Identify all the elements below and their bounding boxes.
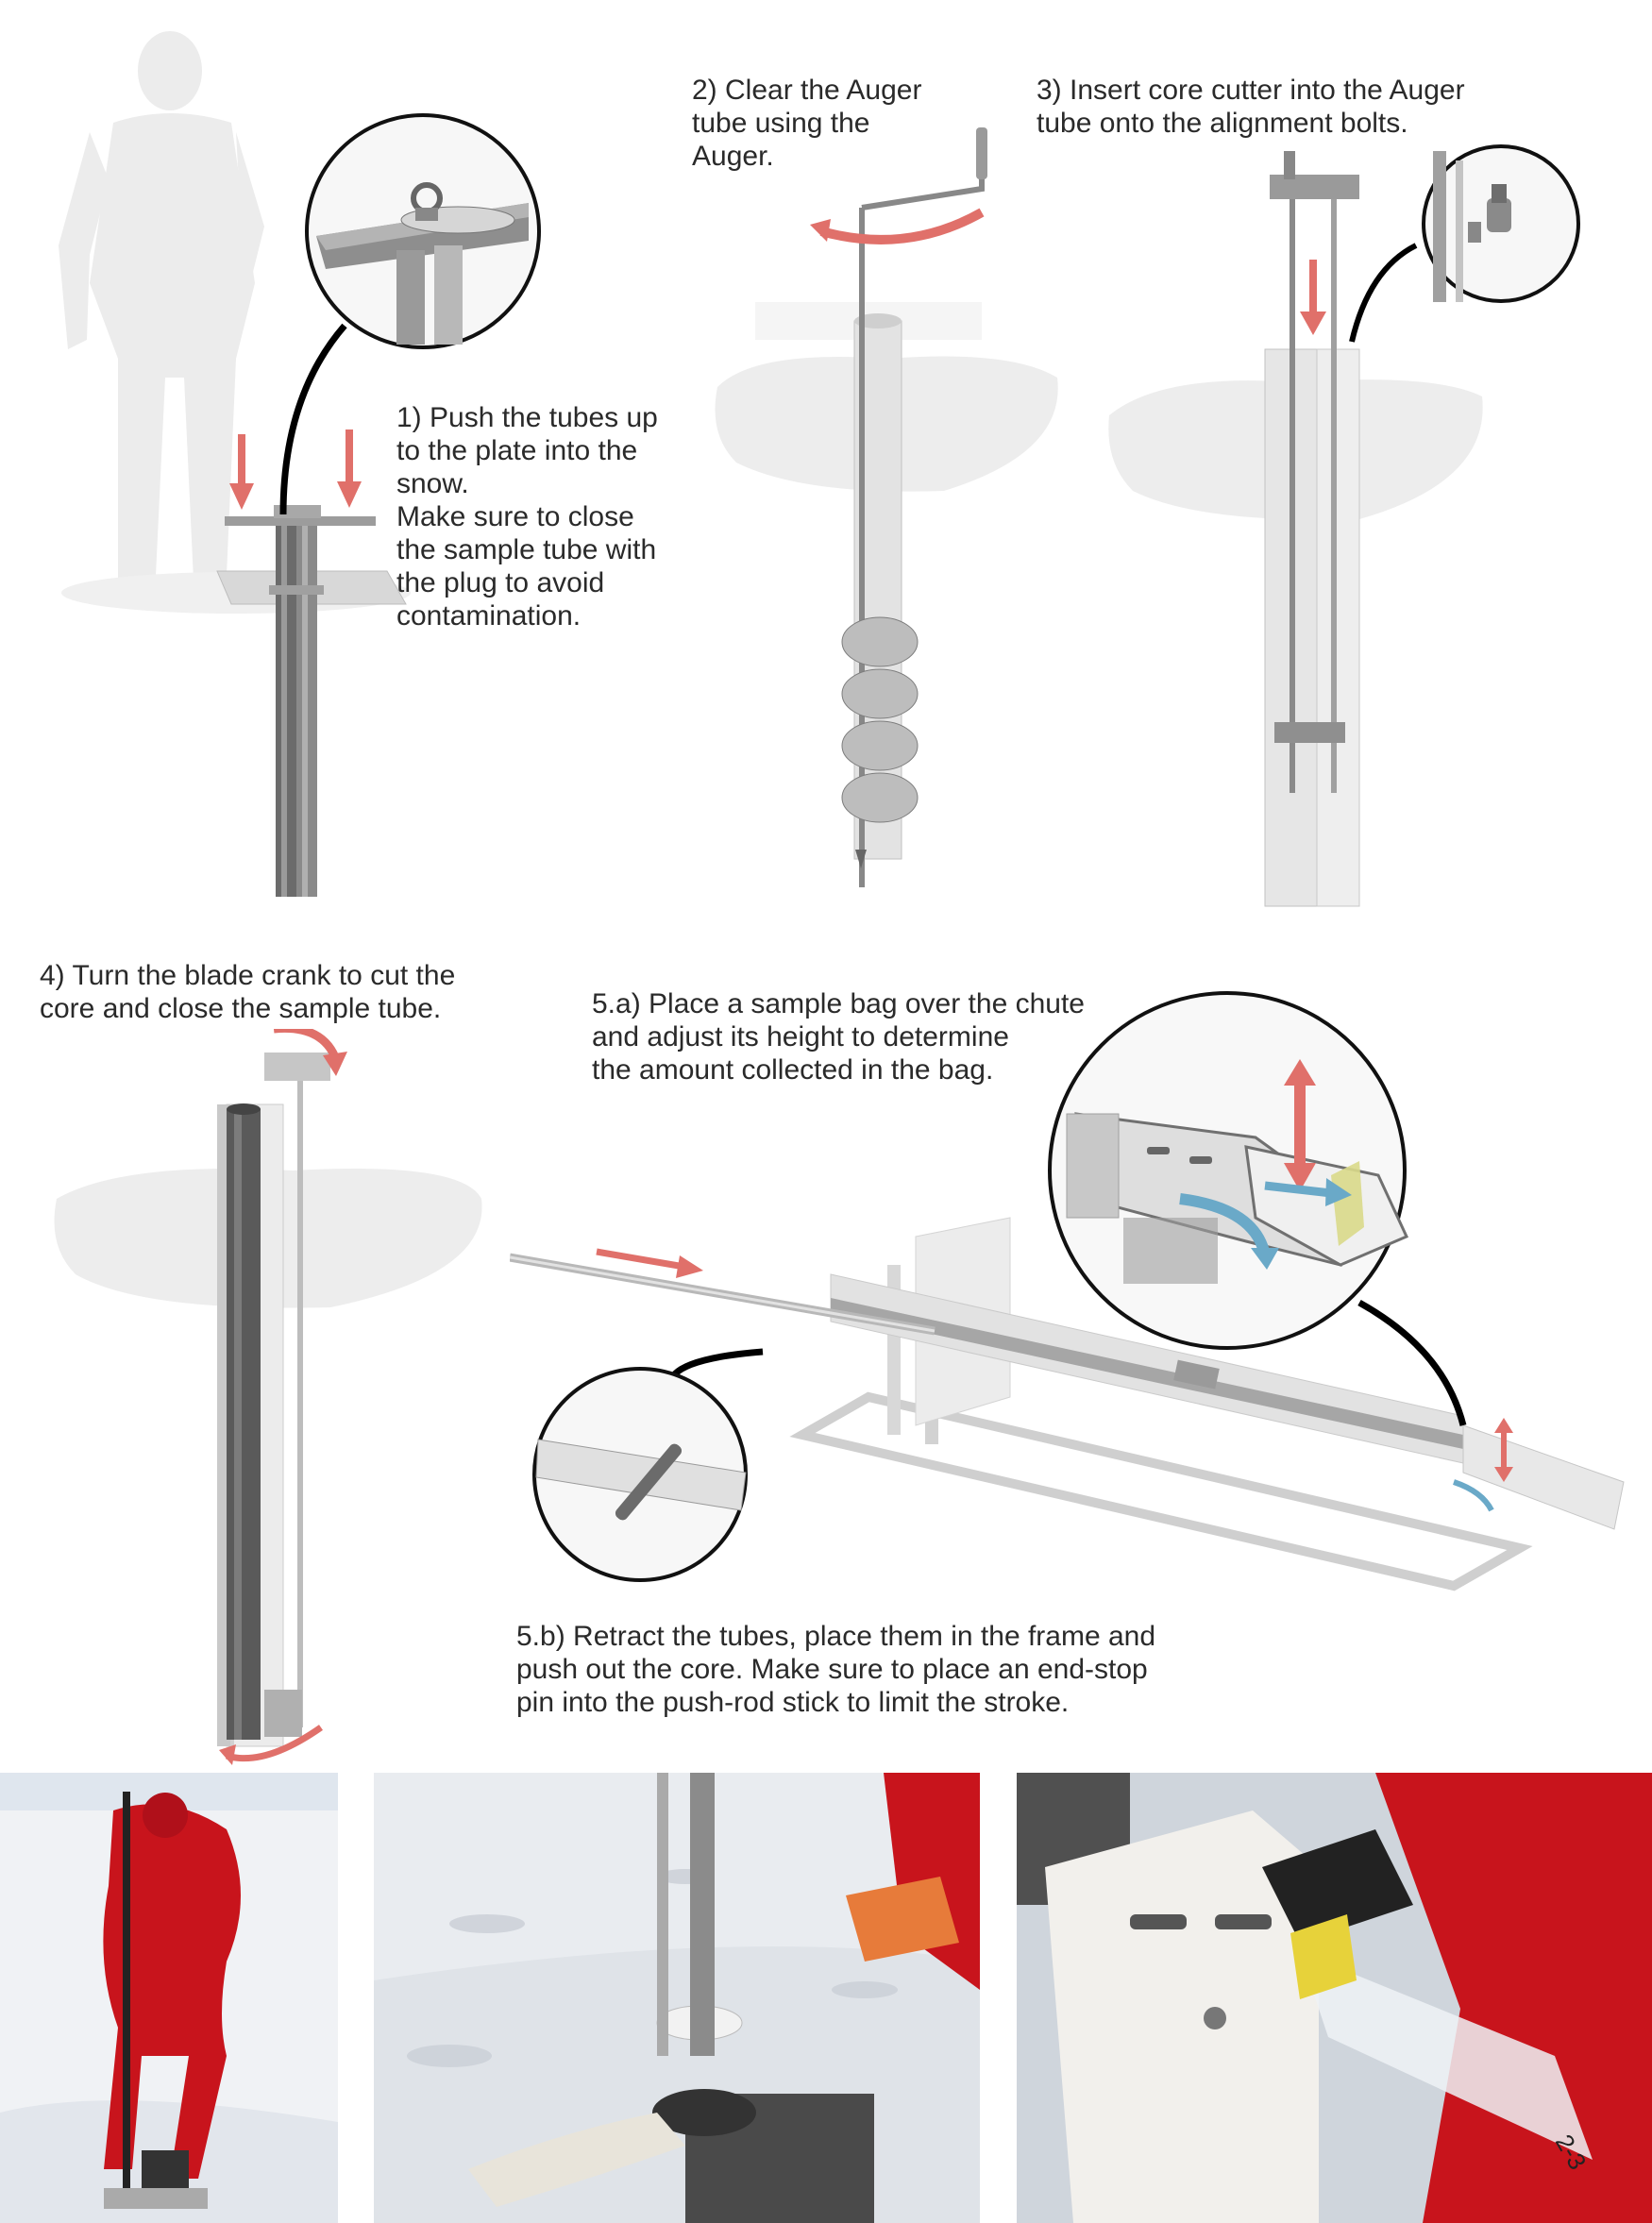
photo-chute-bag <box>1017 1773 1652 2223</box>
step3-illustration <box>1104 132 1652 916</box>
step3-text: 3) Insert core cutter into the Auger tube onto the alignment bolts. <box>1037 75 1465 139</box>
step3-detail-callout <box>1424 146 1578 302</box>
step2-svg <box>699 113 1076 906</box>
cutter-top-clamp <box>1270 175 1359 199</box>
step2-illustration <box>699 113 1076 906</box>
cutter-blade-housing <box>1274 722 1345 743</box>
chute <box>1463 1425 1624 1529</box>
core-cutter-rod <box>1290 189 1295 793</box>
insert-arrow <box>1300 260 1326 335</box>
photo-plate-closeup <box>374 1773 980 2223</box>
callout-leader <box>1352 245 1416 342</box>
callout-leader <box>283 326 345 514</box>
step4-text: 4) Turn the blade crank to cut the core and close the sample tube. <box>40 960 456 1024</box>
sample-tube <box>227 1109 261 1740</box>
step1-text: 1) Push the tubes up to the plate into the snow. Make sure to close the sample tube with the plug to avoid contamination. <box>396 402 658 632</box>
endstop-pin-callout <box>534 1369 746 1580</box>
sampler-tube <box>690 1773 715 2056</box>
blade-crank <box>264 1053 330 1081</box>
rotate-arrow <box>821 212 982 240</box>
bag-label: 2-3 <box>1549 2130 1593 2175</box>
step5b-text: 5.b) Retract the tubes, place them in the frame and push out the core. Make sure to place an end-stop pin into the push-rod stick to limit the stroke. <box>516 1621 1156 1718</box>
step2-text: 2) Clear the Auger tube using the Auger. <box>692 75 922 172</box>
push-arrow-left <box>229 434 254 510</box>
step3-svg <box>1104 132 1652 916</box>
person-silhouette <box>59 31 264 581</box>
step4-svg <box>47 1029 500 1765</box>
step4-illustration <box>47 1029 500 1765</box>
step1-detail-callout <box>307 115 539 347</box>
push-arrow-right <box>337 429 362 508</box>
step5a-text: 5.a) Place a sample bag over the chute and adjust its height to determine the amount collected in the bag. <box>592 988 1085 1086</box>
photo-field-operator <box>0 1773 338 2223</box>
auger-pole <box>123 1792 130 2188</box>
